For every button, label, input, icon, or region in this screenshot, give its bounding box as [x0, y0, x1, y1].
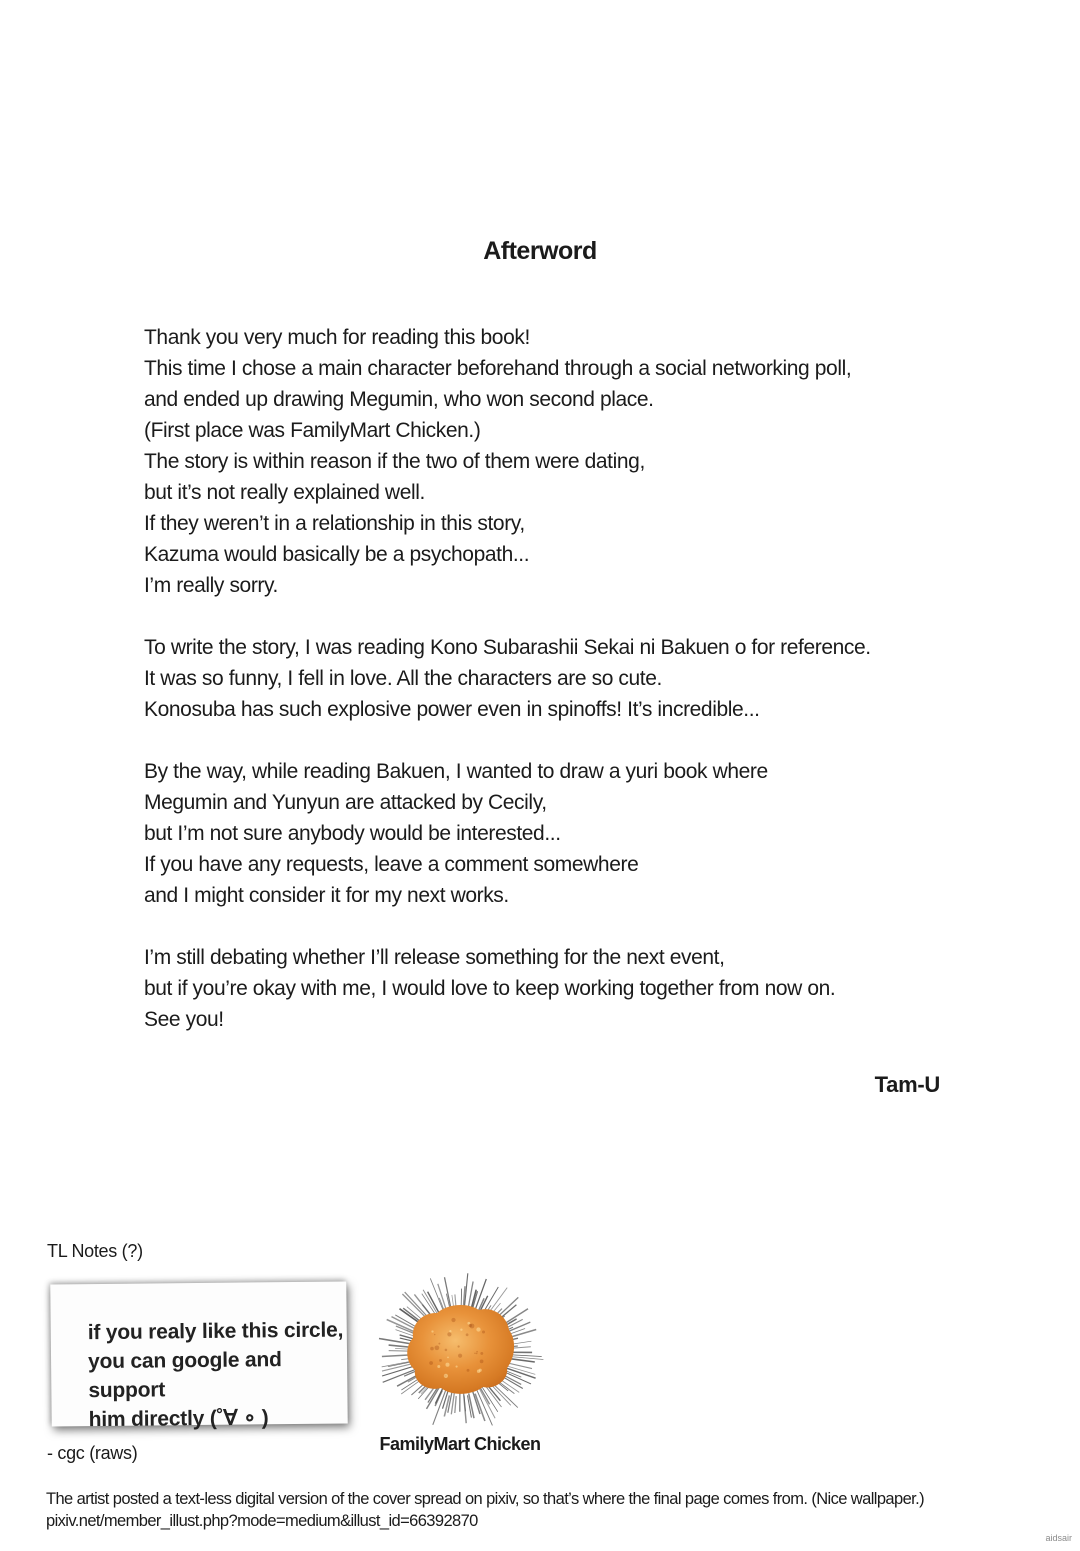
- note-line: if you realy like this circle,: [87, 1318, 344, 1345]
- chicken-caption: FamilyMart Chicken: [379, 1434, 541, 1454]
- body-line: but it’s not really explained well.: [144, 481, 425, 504]
- body-line: Thank you very much for reading this book!: [144, 326, 530, 349]
- page-title: Afterword: [483, 237, 597, 265]
- body-line: and I might consider it for my next works.: [144, 884, 509, 907]
- body-line: See you!: [144, 1008, 224, 1031]
- raws-credit: - cgc (raws): [47, 1443, 138, 1463]
- body-line: I’m really sorry.: [144, 574, 278, 597]
- tl-notes-label: TL Notes (?): [47, 1241, 143, 1261]
- paragraph: [144, 632, 871, 725]
- body-line: and ended up drawing Megumin, who won second place.: [144, 388, 654, 411]
- body-line: It was so funny, I fell in love. All the characters are so cute.: [144, 667, 662, 690]
- watermark: aidsair: [1045, 1533, 1072, 1543]
- footer-line: pixiv.net/member_illust.php?mode=medium&illust_id=66392870: [46, 1512, 478, 1530]
- footer-line: The artist posted a text-less digital version of the cover spread on pixiv, so that’s where the final page comes from. (Nice wallpaper.): [46, 1490, 925, 1508]
- body-line: This time I chose a main character beforehand through a social networking poll,: [144, 357, 852, 380]
- author-signature: Tam-U: [874, 1072, 940, 1097]
- body-line: If they weren’t in a relationship in this story,: [144, 512, 525, 535]
- afterword-body: [144, 322, 871, 1035]
- note-line: you can google and support: [87, 1348, 282, 1403]
- paragraph: [144, 942, 871, 1035]
- body-line: but if you’re okay with me, I would love to keep working together from now on.: [144, 977, 836, 1000]
- body-line: Konosuba has such explosive power even in spinoffs! It’s incredible...: [144, 698, 760, 721]
- body-line: Kazuma would basically be a psychopath...: [144, 543, 530, 566]
- paragraph: [144, 756, 871, 911]
- note-line: him directly (˚∀ ∘ ): [88, 1406, 269, 1432]
- body-line: I’m still debating whether I’ll release something for the next event,: [144, 946, 725, 969]
- paragraph: [144, 322, 871, 601]
- body-line: The story is within reason if the two of them were dating,: [144, 450, 645, 473]
- fried-chicken-illustration: [375, 1266, 545, 1441]
- body-line: To write the story, I was reading Kono Subarashii Sekai ni Bakuen o for reference.: [144, 636, 871, 659]
- translator-note-box: [50, 1281, 347, 1432]
- body-line: By the way, while reading Bakuen, I wanted to draw a yuri book where: [144, 760, 768, 783]
- body-line: Megumin and Yunyun are attacked by Cecily,: [144, 791, 547, 814]
- body-line: If you have any requests, leave a comment somewhere: [144, 853, 639, 876]
- body-line: but I’m not sure anybody would be interested...: [144, 822, 561, 845]
- chicken-nugget-shape: [407, 1305, 514, 1394]
- footer-note: [46, 1488, 924, 1532]
- body-line: (First place was FamilyMart Chicken.): [144, 419, 481, 442]
